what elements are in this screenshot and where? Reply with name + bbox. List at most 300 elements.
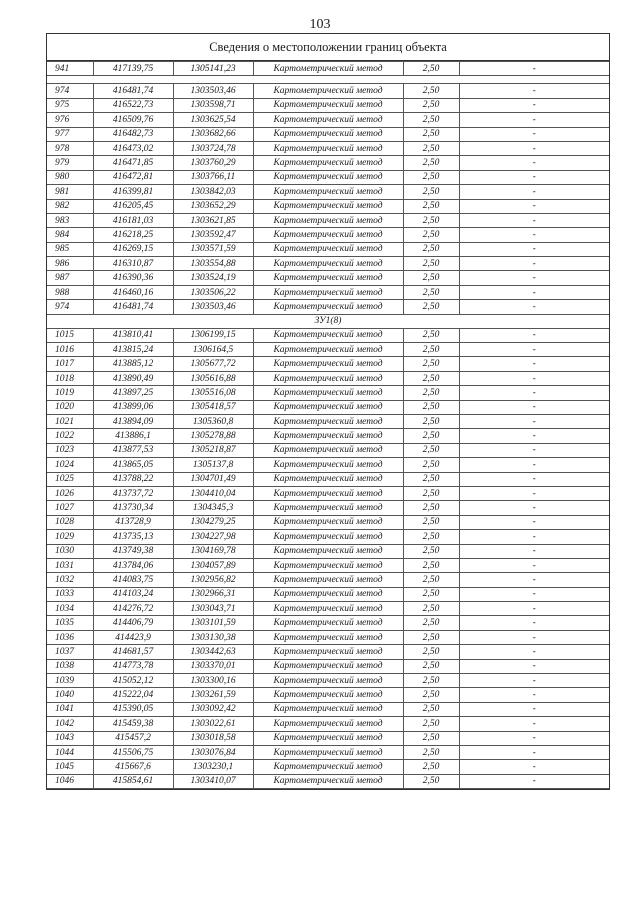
coord-y-cell: 1303503,46	[173, 300, 253, 314]
point-number-cell: 983	[47, 213, 93, 227]
description-cell: -	[459, 602, 609, 616]
point-number-cell: 981	[47, 185, 93, 199]
table-row	[47, 257, 609, 271]
method-cell: Картометрический метод	[253, 199, 403, 213]
coord-x-cell: 413728,9	[93, 515, 173, 529]
accuracy-cell: 2,50	[403, 429, 459, 443]
coord-x-cell: 414681,57	[93, 645, 173, 659]
coord-y-cell: 1303842,03	[173, 185, 253, 199]
point-number-cell: 1031	[47, 558, 93, 572]
point-number-cell: 1032	[47, 573, 93, 587]
description-cell: -	[459, 659, 609, 673]
coord-x-cell: 416269,15	[93, 242, 173, 256]
point-number-cell: 941	[47, 62, 93, 76]
accuracy-cell: 2,50	[403, 515, 459, 529]
coord-x-cell: 413890,49	[93, 371, 173, 385]
description-cell: -	[459, 285, 609, 299]
table-row	[47, 458, 609, 472]
point-number-cell: 1028	[47, 515, 93, 529]
table-row	[47, 745, 609, 759]
table-row	[47, 98, 609, 112]
coord-y-cell: 1303076,84	[173, 745, 253, 759]
coordinates-sheet	[46, 33, 610, 790]
method-cell: Картометрический метод	[253, 386, 403, 400]
description-cell: -	[459, 414, 609, 428]
accuracy-cell: 2,50	[403, 674, 459, 688]
point-number-cell: 1018	[47, 371, 93, 385]
coord-x-cell: 416473,02	[93, 141, 173, 155]
coord-y-cell: 1306199,15	[173, 328, 253, 342]
coord-x-cell: 415390,05	[93, 702, 173, 716]
method-cell: Картометрический метод	[253, 774, 403, 788]
method-cell: Картометрический метод	[253, 285, 403, 299]
table-row	[47, 213, 609, 227]
method-cell: Картометрический метод	[253, 414, 403, 428]
table-row	[47, 300, 609, 314]
description-cell: -	[459, 760, 609, 774]
coord-x-cell: 416460,16	[93, 285, 173, 299]
coord-x-cell: 413865,05	[93, 458, 173, 472]
table-row	[47, 630, 609, 644]
coord-x-cell: 415052,12	[93, 674, 173, 688]
description-cell: -	[459, 127, 609, 141]
description-cell: -	[459, 257, 609, 271]
accuracy-cell: 2,50	[403, 530, 459, 544]
coord-x-cell: 416472,81	[93, 170, 173, 184]
table-row	[47, 472, 609, 486]
coord-y-cell: 1303261,59	[173, 688, 253, 702]
description-cell: -	[459, 199, 609, 213]
accuracy-cell: 2,50	[403, 343, 459, 357]
accuracy-cell: 2,50	[403, 717, 459, 731]
method-cell: Картометрический метод	[253, 573, 403, 587]
accuracy-cell: 2,50	[403, 113, 459, 127]
description-cell: -	[459, 616, 609, 630]
accuracy-cell: 2,50	[403, 98, 459, 112]
coord-y-cell: 1303592,47	[173, 228, 253, 242]
coord-y-cell: 1304227,98	[173, 530, 253, 544]
accuracy-cell: 2,50	[403, 760, 459, 774]
accuracy-cell: 2,50	[403, 774, 459, 788]
method-cell: Картометрический метод	[253, 472, 403, 486]
table-row	[47, 357, 609, 371]
accuracy-cell: 2,50	[403, 386, 459, 400]
description-cell: -	[459, 141, 609, 155]
method-cell: Картометрический метод	[253, 113, 403, 127]
accuracy-cell: 2,50	[403, 400, 459, 414]
coord-x-cell: 413897,25	[93, 386, 173, 400]
table-row	[47, 271, 609, 285]
point-number-cell: 1016	[47, 343, 93, 357]
coord-y-cell: 1303230,1	[173, 760, 253, 774]
point-number-cell: 985	[47, 242, 93, 256]
point-number-cell: 979	[47, 156, 93, 170]
method-cell: Картометрический метод	[253, 228, 403, 242]
coord-x-cell: 414406,79	[93, 616, 173, 630]
coord-x-cell: 416218,25	[93, 228, 173, 242]
point-number-cell: 1043	[47, 731, 93, 745]
coord-x-cell: 415459,38	[93, 717, 173, 731]
coord-x-cell: 413894,09	[93, 414, 173, 428]
point-number-cell: 987	[47, 271, 93, 285]
accuracy-cell: 2,50	[403, 257, 459, 271]
description-cell: -	[459, 228, 609, 242]
method-cell: Картометрический метод	[253, 170, 403, 184]
method-cell: Картометрический метод	[253, 443, 403, 457]
description-cell: -	[459, 328, 609, 342]
description-cell: -	[459, 688, 609, 702]
accuracy-cell: 2,50	[403, 501, 459, 515]
point-number-cell: 986	[47, 257, 93, 271]
description-cell: -	[459, 587, 609, 601]
point-number-cell: 984	[47, 228, 93, 242]
point-number-cell: 1037	[47, 645, 93, 659]
coord-x-cell: 416399,81	[93, 185, 173, 199]
table-row	[47, 127, 609, 141]
table-row	[47, 688, 609, 702]
coord-y-cell: 1305516,08	[173, 386, 253, 400]
description-cell: -	[459, 674, 609, 688]
method-cell: Картометрический метод	[253, 645, 403, 659]
description-cell: -	[459, 98, 609, 112]
coord-x-cell: 413730,34	[93, 501, 173, 515]
point-number-cell: 1038	[47, 659, 93, 673]
point-number-cell: 1039	[47, 674, 93, 688]
coord-y-cell: 1305677,72	[173, 357, 253, 371]
accuracy-cell: 2,50	[403, 62, 459, 76]
point-number-cell: 1017	[47, 357, 93, 371]
coord-y-cell: 1303506,22	[173, 285, 253, 299]
point-number-cell: 1045	[47, 760, 93, 774]
description-cell: -	[459, 84, 609, 98]
table-row	[47, 199, 609, 213]
accuracy-cell: 2,50	[403, 602, 459, 616]
table-row	[47, 674, 609, 688]
accuracy-cell: 2,50	[403, 472, 459, 486]
table-row	[47, 285, 609, 299]
coord-x-cell: 414083,75	[93, 573, 173, 587]
method-cell: Картометрический метод	[253, 587, 403, 601]
point-number-cell: 1033	[47, 587, 93, 601]
description-cell: -	[459, 745, 609, 759]
method-cell: Картометрический метод	[253, 242, 403, 256]
method-cell: Картометрический метод	[253, 271, 403, 285]
description-cell: -	[459, 486, 609, 500]
accuracy-cell: 2,50	[403, 616, 459, 630]
coord-x-cell: 416310,87	[93, 257, 173, 271]
coord-x-cell: 415506,75	[93, 745, 173, 759]
coord-y-cell: 1305616,88	[173, 371, 253, 385]
coord-x-cell: 413810,41	[93, 328, 173, 342]
accuracy-cell: 2,50	[403, 127, 459, 141]
method-cell: Картометрический метод	[253, 760, 403, 774]
description-cell: -	[459, 472, 609, 486]
description-cell: -	[459, 371, 609, 385]
method-cell: Картометрический метод	[253, 544, 403, 558]
coord-x-cell: 413877,53	[93, 443, 173, 457]
description-cell: -	[459, 717, 609, 731]
point-number-cell: 1019	[47, 386, 93, 400]
coord-y-cell: 1306164,5	[173, 343, 253, 357]
description-cell: -	[459, 343, 609, 357]
coord-x-cell: 415667,6	[93, 760, 173, 774]
accuracy-cell: 2,50	[403, 141, 459, 155]
coord-x-cell: 417139,75	[93, 62, 173, 76]
method-cell: Картометрический метод	[253, 429, 403, 443]
description-cell: -	[459, 443, 609, 457]
description-cell: -	[459, 558, 609, 572]
description-cell: -	[459, 213, 609, 227]
method-cell: Картометрический метод	[253, 98, 403, 112]
accuracy-cell: 2,50	[403, 84, 459, 98]
coord-y-cell: 1304169,78	[173, 544, 253, 558]
table-row	[47, 645, 609, 659]
accuracy-cell: 2,50	[403, 486, 459, 500]
point-number-cell: 1040	[47, 688, 93, 702]
coord-y-cell: 1303554,88	[173, 257, 253, 271]
description-cell: -	[459, 113, 609, 127]
table-row	[47, 156, 609, 170]
coord-x-cell: 414276,72	[93, 602, 173, 616]
description-cell: -	[459, 645, 609, 659]
coord-x-cell: 414773,78	[93, 659, 173, 673]
point-number-cell: 1025	[47, 472, 93, 486]
coord-y-cell: 1305218,87	[173, 443, 253, 457]
description-cell: -	[459, 271, 609, 285]
point-number-cell: 1044	[47, 745, 93, 759]
coord-y-cell: 1303092,42	[173, 702, 253, 716]
table-row	[47, 443, 609, 457]
method-cell: Картометрический метод	[253, 530, 403, 544]
description-cell: -	[459, 170, 609, 184]
method-cell: Картометрический метод	[253, 558, 403, 572]
point-number-cell: 974	[47, 84, 93, 98]
coord-x-cell: 416481,74	[93, 300, 173, 314]
point-number-cell: 1027	[47, 501, 93, 515]
method-cell: Картометрический метод	[253, 185, 403, 199]
coord-y-cell: 1304057,89	[173, 558, 253, 572]
table-row	[47, 371, 609, 385]
table-row	[47, 62, 609, 76]
table-row	[47, 228, 609, 242]
coord-x-cell: 415457,2	[93, 731, 173, 745]
method-cell: Картометрический метод	[253, 674, 403, 688]
coord-y-cell: 1304410,04	[173, 486, 253, 500]
table-row	[47, 702, 609, 716]
coord-x-cell: 416471,85	[93, 156, 173, 170]
coord-y-cell: 1303625,54	[173, 113, 253, 127]
point-number-cell: 976	[47, 113, 93, 127]
coord-x-cell: 413784,06	[93, 558, 173, 572]
description-cell: -	[459, 429, 609, 443]
table-row	[47, 544, 609, 558]
point-number-cell: 1046	[47, 774, 93, 788]
accuracy-cell: 2,50	[403, 328, 459, 342]
description-cell: -	[459, 515, 609, 529]
coord-y-cell: 1303018,58	[173, 731, 253, 745]
accuracy-cell: 2,50	[403, 170, 459, 184]
coord-y-cell: 1303524,19	[173, 271, 253, 285]
method-cell: Картометрический метод	[253, 357, 403, 371]
coord-x-cell: 413737,72	[93, 486, 173, 500]
point-number-cell: 1029	[47, 530, 93, 544]
description-cell: -	[459, 731, 609, 745]
method-cell: Картометрический метод	[253, 257, 403, 271]
accuracy-cell: 2,50	[403, 271, 459, 285]
coord-x-cell: 416205,45	[93, 199, 173, 213]
point-number-cell: 1035	[47, 616, 93, 630]
accuracy-cell: 2,50	[403, 458, 459, 472]
description-cell: -	[459, 357, 609, 371]
accuracy-cell: 2,50	[403, 300, 459, 314]
accuracy-cell: 2,50	[403, 228, 459, 242]
coord-y-cell: 1304279,25	[173, 515, 253, 529]
method-cell: Картометрический метод	[253, 717, 403, 731]
coord-x-cell: 416390,36	[93, 271, 173, 285]
method-cell: Картометрический метод	[253, 630, 403, 644]
description-cell: -	[459, 62, 609, 76]
method-cell: Картометрический метод	[253, 127, 403, 141]
point-number-cell: 978	[47, 141, 93, 155]
spacer-row	[47, 76, 609, 84]
point-number-cell: 1042	[47, 717, 93, 731]
coord-y-cell: 1302966,31	[173, 587, 253, 601]
description-cell: -	[459, 530, 609, 544]
coord-y-cell: 1303300,16	[173, 674, 253, 688]
accuracy-cell: 2,50	[403, 645, 459, 659]
table-row	[47, 429, 609, 443]
method-cell: Картометрический метод	[253, 328, 403, 342]
description-cell: -	[459, 544, 609, 558]
point-number-cell: 1034	[47, 602, 93, 616]
coord-x-cell: 415854,61	[93, 774, 173, 788]
point-number-cell: 1030	[47, 544, 93, 558]
method-cell: Картометрический метод	[253, 371, 403, 385]
coord-y-cell: 1303760,29	[173, 156, 253, 170]
accuracy-cell: 2,50	[403, 414, 459, 428]
coord-y-cell: 1305137,8	[173, 458, 253, 472]
accuracy-cell: 2,50	[403, 630, 459, 644]
description-cell: -	[459, 774, 609, 788]
method-cell: Картометрический метод	[253, 156, 403, 170]
coord-x-cell: 413886,1	[93, 429, 173, 443]
accuracy-cell: 2,50	[403, 185, 459, 199]
table-row	[47, 242, 609, 256]
accuracy-cell: 2,50	[403, 357, 459, 371]
point-number-cell: 1022	[47, 429, 93, 443]
coord-x-cell: 415222,04	[93, 688, 173, 702]
coord-y-cell: 1303682,66	[173, 127, 253, 141]
point-number-cell: 1021	[47, 414, 93, 428]
coord-y-cell: 1303442,63	[173, 645, 253, 659]
coordinates-table-body	[47, 62, 609, 789]
accuracy-cell: 2,50	[403, 371, 459, 385]
coord-y-cell: 1303410,07	[173, 774, 253, 788]
method-cell: Картометрический метод	[253, 515, 403, 529]
coord-x-cell: 413749,38	[93, 544, 173, 558]
table-row	[47, 343, 609, 357]
coord-x-cell: 416522,73	[93, 98, 173, 112]
table-row	[47, 717, 609, 731]
point-number-cell: 1036	[47, 630, 93, 644]
coord-x-cell: 414103,24	[93, 587, 173, 601]
point-number-cell: 977	[47, 127, 93, 141]
accuracy-cell: 2,50	[403, 558, 459, 572]
coord-y-cell: 1303621,85	[173, 213, 253, 227]
table-row	[47, 185, 609, 199]
coord-x-cell: 413899,06	[93, 400, 173, 414]
coord-x-cell: 416482,73	[93, 127, 173, 141]
accuracy-cell: 2,50	[403, 731, 459, 745]
description-cell: -	[459, 185, 609, 199]
accuracy-cell: 2,50	[403, 213, 459, 227]
point-number-cell: 1041	[47, 702, 93, 716]
description-cell: -	[459, 156, 609, 170]
description-cell: -	[459, 400, 609, 414]
coord-x-cell: 413788,22	[93, 472, 173, 486]
method-cell: Картометрический метод	[253, 458, 403, 472]
point-number-cell: 988	[47, 285, 93, 299]
coord-y-cell: 1305418,57	[173, 400, 253, 414]
table-row	[47, 84, 609, 98]
coord-y-cell: 1302956,82	[173, 573, 253, 587]
coord-y-cell: 1303370,01	[173, 659, 253, 673]
table-row	[47, 515, 609, 529]
table-row	[47, 400, 609, 414]
accuracy-cell: 2,50	[403, 745, 459, 759]
table-row	[47, 659, 609, 673]
point-number-cell: 980	[47, 170, 93, 184]
method-cell: Картометрический метод	[253, 602, 403, 616]
accuracy-cell: 2,50	[403, 659, 459, 673]
coord-y-cell: 1303766,11	[173, 170, 253, 184]
table-row	[47, 616, 609, 630]
method-cell: Картометрический метод	[253, 141, 403, 155]
method-cell: Картометрический метод	[253, 702, 403, 716]
table-row	[47, 328, 609, 342]
description-cell: -	[459, 242, 609, 256]
accuracy-cell: 2,50	[403, 573, 459, 587]
point-number-cell: 1024	[47, 458, 93, 472]
section-label: ЗУ1(8)	[47, 314, 609, 328]
coord-y-cell: 1305360,8	[173, 414, 253, 428]
point-number-cell: 975	[47, 98, 93, 112]
coord-x-cell: 413885,12	[93, 357, 173, 371]
coord-y-cell: 1303130,38	[173, 630, 253, 644]
table-row	[47, 113, 609, 127]
description-cell: -	[459, 573, 609, 587]
method-cell: Картометрический метод	[253, 300, 403, 314]
table-row	[47, 486, 609, 500]
coord-y-cell: 1303022,61	[173, 717, 253, 731]
coord-x-cell: 416481,74	[93, 84, 173, 98]
accuracy-cell: 2,50	[403, 587, 459, 601]
sheet-title: Сведения о местоположении границ объекта	[47, 34, 609, 61]
description-cell: -	[459, 300, 609, 314]
coord-y-cell: 1303598,71	[173, 98, 253, 112]
method-cell: Картометрический метод	[253, 400, 403, 414]
coord-y-cell: 1303652,29	[173, 199, 253, 213]
method-cell: Картометрический метод	[253, 62, 403, 76]
table-row	[47, 170, 609, 184]
method-cell: Картометрический метод	[253, 213, 403, 227]
description-cell: -	[459, 630, 609, 644]
coord-x-cell: 416509,76	[93, 113, 173, 127]
section-row	[47, 314, 609, 328]
point-number-cell: 974	[47, 300, 93, 314]
coord-y-cell: 1303101,59	[173, 616, 253, 630]
table-row	[47, 414, 609, 428]
